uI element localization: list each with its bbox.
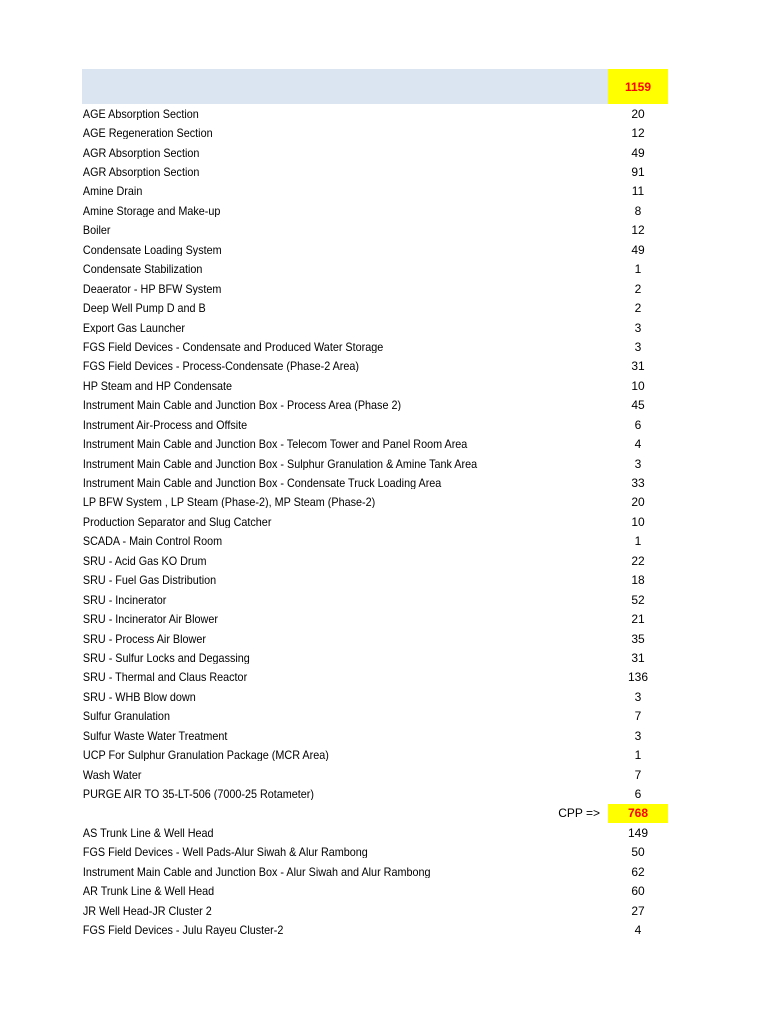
row-label-cell[interactable]: AS Trunk Line & Well Head <box>82 826 214 839</box>
table-row <box>82 590 668 609</box>
table-row <box>82 882 668 901</box>
row-value-cell[interactable]: 31 <box>631 650 645 665</box>
table-row <box>82 493 668 512</box>
table-row <box>82 707 668 726</box>
table-row <box>82 512 668 531</box>
table-row <box>82 434 668 453</box>
row-value-cell[interactable]: 10 <box>631 378 645 393</box>
row-value-cell[interactable]: 21 <box>631 612 645 627</box>
row-value-cell[interactable]: 10 <box>631 514 645 529</box>
row-label-cell[interactable]: Amine Drain <box>82 185 143 198</box>
row-value-cell[interactable]: 1 <box>634 534 642 549</box>
row-value-cell[interactable]: 8 <box>634 203 642 218</box>
row-label-cell[interactable]: AGE Absorption Section <box>82 107 199 120</box>
row-value-cell[interactable]: 7 <box>634 709 642 724</box>
table-row <box>82 668 668 687</box>
cpp-subtotal-row <box>82 804 668 823</box>
row-label-cell[interactable]: AR Trunk Line & Well Head <box>82 885 215 898</box>
row-label-cell[interactable]: AGR Absorption Section <box>82 146 200 159</box>
row-value-cell[interactable]: 20 <box>631 106 645 121</box>
row-label-cell[interactable]: Wash Water <box>82 768 142 781</box>
row-label-cell[interactable]: SRU - Acid Gas KO Drum <box>82 554 207 567</box>
row-label-cell[interactable]: AGR Absorption Section <box>82 166 200 179</box>
table-row <box>82 532 668 551</box>
section-b-rows <box>82 823 668 940</box>
row-label-cell[interactable]: Instrument Air-Process and Offsite <box>82 418 248 431</box>
row-label-cell[interactable]: AGE Regeneration Section <box>82 127 213 140</box>
table-row <box>82 571 668 590</box>
row-label-cell[interactable]: Instrument Main Cable and Junction Box - Sulphur Granulation & Amine Tank Area <box>82 457 478 470</box>
table-row <box>82 551 668 570</box>
row-value-cell[interactable]: 3 <box>634 320 642 335</box>
table-row <box>82 473 668 492</box>
table-row <box>82 843 668 862</box>
table-row <box>82 415 668 434</box>
row-label-cell[interactable]: SRU - Process Air Blower <box>82 632 206 645</box>
table-row <box>82 920 668 939</box>
row-label-cell[interactable]: SRU - Fuel Gas Distribution <box>82 574 217 587</box>
table-row <box>82 784 668 803</box>
row-label-cell[interactable]: SRU - Thermal and Claus Reactor <box>82 671 248 684</box>
table-row <box>82 143 668 162</box>
row-value-cell[interactable]: 12 <box>631 223 645 238</box>
cpp-label: CPP => <box>558 806 600 821</box>
row-label-cell[interactable]: Instrument Main Cable and Junction Box - Alur Siwah and Alur Rambong <box>82 865 431 878</box>
row-value-cell[interactable]: 149 <box>627 825 649 840</box>
row-label-cell[interactable]: Boiler <box>82 224 111 237</box>
spreadsheet-table <box>82 69 668 940</box>
table-row <box>82 298 668 317</box>
grand-total-cell[interactable]: 1159 <box>608 69 668 104</box>
row-label-cell[interactable]: Condensate Loading System <box>82 243 222 256</box>
table-row <box>82 901 668 920</box>
row-value-cell[interactable]: 4 <box>634 437 642 452</box>
table-row <box>82 745 668 764</box>
row-value-cell[interactable]: 22 <box>631 553 645 568</box>
cpp-total-cell[interactable]: 768 <box>608 804 668 823</box>
table-row <box>82 240 668 259</box>
table-row <box>82 376 668 395</box>
row-value-cell[interactable]: 6 <box>634 787 642 802</box>
row-value-cell[interactable]: 1 <box>634 262 642 277</box>
row-label-cell[interactable]: UCP For Sulphur Granulation Package (MCR Area) <box>82 749 329 762</box>
table-row <box>82 629 668 648</box>
row-label-cell[interactable]: Sulfur Granulation <box>82 710 170 723</box>
table-row <box>82 357 668 376</box>
row-value-cell[interactable]: 33 <box>631 476 645 491</box>
row-value-cell[interactable]: 2 <box>634 281 642 296</box>
row-value-cell[interactable]: 1 <box>634 748 642 763</box>
row-value-cell[interactable]: 3 <box>634 339 642 354</box>
row-label-cell[interactable]: Amine Storage and Make-up <box>82 204 221 217</box>
row-value-cell[interactable]: 45 <box>631 398 645 413</box>
row-label-cell[interactable]: FGS Field Devices - Process-Condensate (Phase-2 Area) <box>82 360 360 373</box>
table-row <box>82 862 668 881</box>
table-row <box>82 337 668 356</box>
table-row <box>82 221 668 240</box>
row-label-cell[interactable]: SCADA - Main Control Room <box>82 535 223 548</box>
row-label-cell[interactable]: HP Steam and HP Condensate <box>82 379 233 392</box>
row-label-cell[interactable]: SRU - Sulfur Locks and Degassing <box>82 651 250 664</box>
table-row <box>82 318 668 337</box>
table-row <box>82 104 668 123</box>
row-label-cell[interactable]: PURGE AIR TO 35-LT-506 (7000-25 Rotameter) <box>82 788 315 801</box>
header-row <box>82 69 668 104</box>
row-label-cell[interactable]: Deaerator - HP BFW System <box>82 282 222 295</box>
row-label-cell[interactable]: SRU - Incinerator Air Blower <box>82 613 218 626</box>
row-label-cell[interactable]: Instrument Main Cable and Junction Box - Process Area (Phase 2) <box>82 399 402 412</box>
table-row <box>82 182 668 201</box>
row-value-cell[interactable]: 2 <box>634 301 642 316</box>
table-row <box>82 609 668 628</box>
row-value-cell[interactable]: 4 <box>634 923 642 938</box>
row-value-cell[interactable]: 3 <box>634 456 642 471</box>
row-value-cell[interactable]: 12 <box>631 126 645 141</box>
row-value-cell[interactable]: 3 <box>634 728 642 743</box>
row-label-cell[interactable]: Production Separator and Slug Catcher <box>82 515 272 528</box>
row-value-cell[interactable]: 27 <box>631 903 645 918</box>
table-row <box>82 823 668 842</box>
table-row <box>82 726 668 745</box>
row-value-cell[interactable]: 60 <box>631 884 645 899</box>
table-row <box>82 648 668 667</box>
row-value-cell[interactable]: 62 <box>631 864 645 879</box>
section-a-rows <box>82 104 668 804</box>
row-value-cell[interactable]: 7 <box>634 767 642 782</box>
table-row <box>82 765 668 784</box>
table-row <box>82 396 668 415</box>
row-label-cell[interactable]: Export Gas Launcher <box>82 321 185 334</box>
row-label-cell[interactable]: FGS Field Devices - Well Pads-Alur Siwah & Alur Rambong <box>82 846 368 859</box>
row-label-cell[interactable]: Instrument Main Cable and Junction Box - Telecom Tower and Panel Room Area <box>82 438 468 451</box>
row-value-cell[interactable]: 49 <box>631 145 645 160</box>
row-label-cell[interactable]: FGS Field Devices - Julu Rayeu Cluster-2 <box>82 924 284 937</box>
row-value-cell[interactable]: 6 <box>634 417 642 432</box>
table-row <box>82 201 668 220</box>
table-row <box>82 279 668 298</box>
table-row <box>82 123 668 142</box>
table-row <box>82 687 668 706</box>
row-value-cell[interactable]: 91 <box>631 165 645 180</box>
row-value-cell[interactable]: 20 <box>631 495 645 510</box>
table-row <box>82 454 668 473</box>
row-value-cell[interactable]: 3 <box>634 689 642 704</box>
row-value-cell[interactable]: 136 <box>627 670 649 685</box>
row-label-cell[interactable]: Instrument Main Cable and Junction Box - Condensate Truck Loading Area <box>82 477 442 490</box>
row-label-cell[interactable]: Sulfur Waste Water Treatment <box>82 729 228 742</box>
row-label-cell[interactable]: JR Well Head-JR Cluster 2 <box>82 904 212 917</box>
row-label-cell[interactable]: SRU - WHB Blow down <box>82 690 196 703</box>
row-value-cell[interactable]: 50 <box>631 845 645 860</box>
row-label-cell[interactable]: LP BFW System , LP Steam (Phase-2), MP Steam (Phase-2) <box>82 496 376 509</box>
table-row <box>82 162 668 181</box>
row-label-cell[interactable]: SRU - Incinerator <box>82 593 167 606</box>
row-label-cell[interactable]: Deep Well Pump D and B <box>82 302 206 315</box>
row-value-cell[interactable]: 11 <box>631 184 645 199</box>
row-value-cell[interactable]: 52 <box>631 592 645 607</box>
row-value-cell[interactable]: 18 <box>631 573 645 588</box>
row-value-cell[interactable]: 35 <box>631 631 645 646</box>
table-row <box>82 260 668 279</box>
row-value-cell[interactable]: 31 <box>631 359 645 374</box>
row-label-cell[interactable]: FGS Field Devices - Condensate and Produced Water Storage <box>82 340 384 353</box>
row-label-cell[interactable]: Condensate Stabilization <box>82 263 203 276</box>
row-value-cell[interactable]: 49 <box>631 242 645 257</box>
